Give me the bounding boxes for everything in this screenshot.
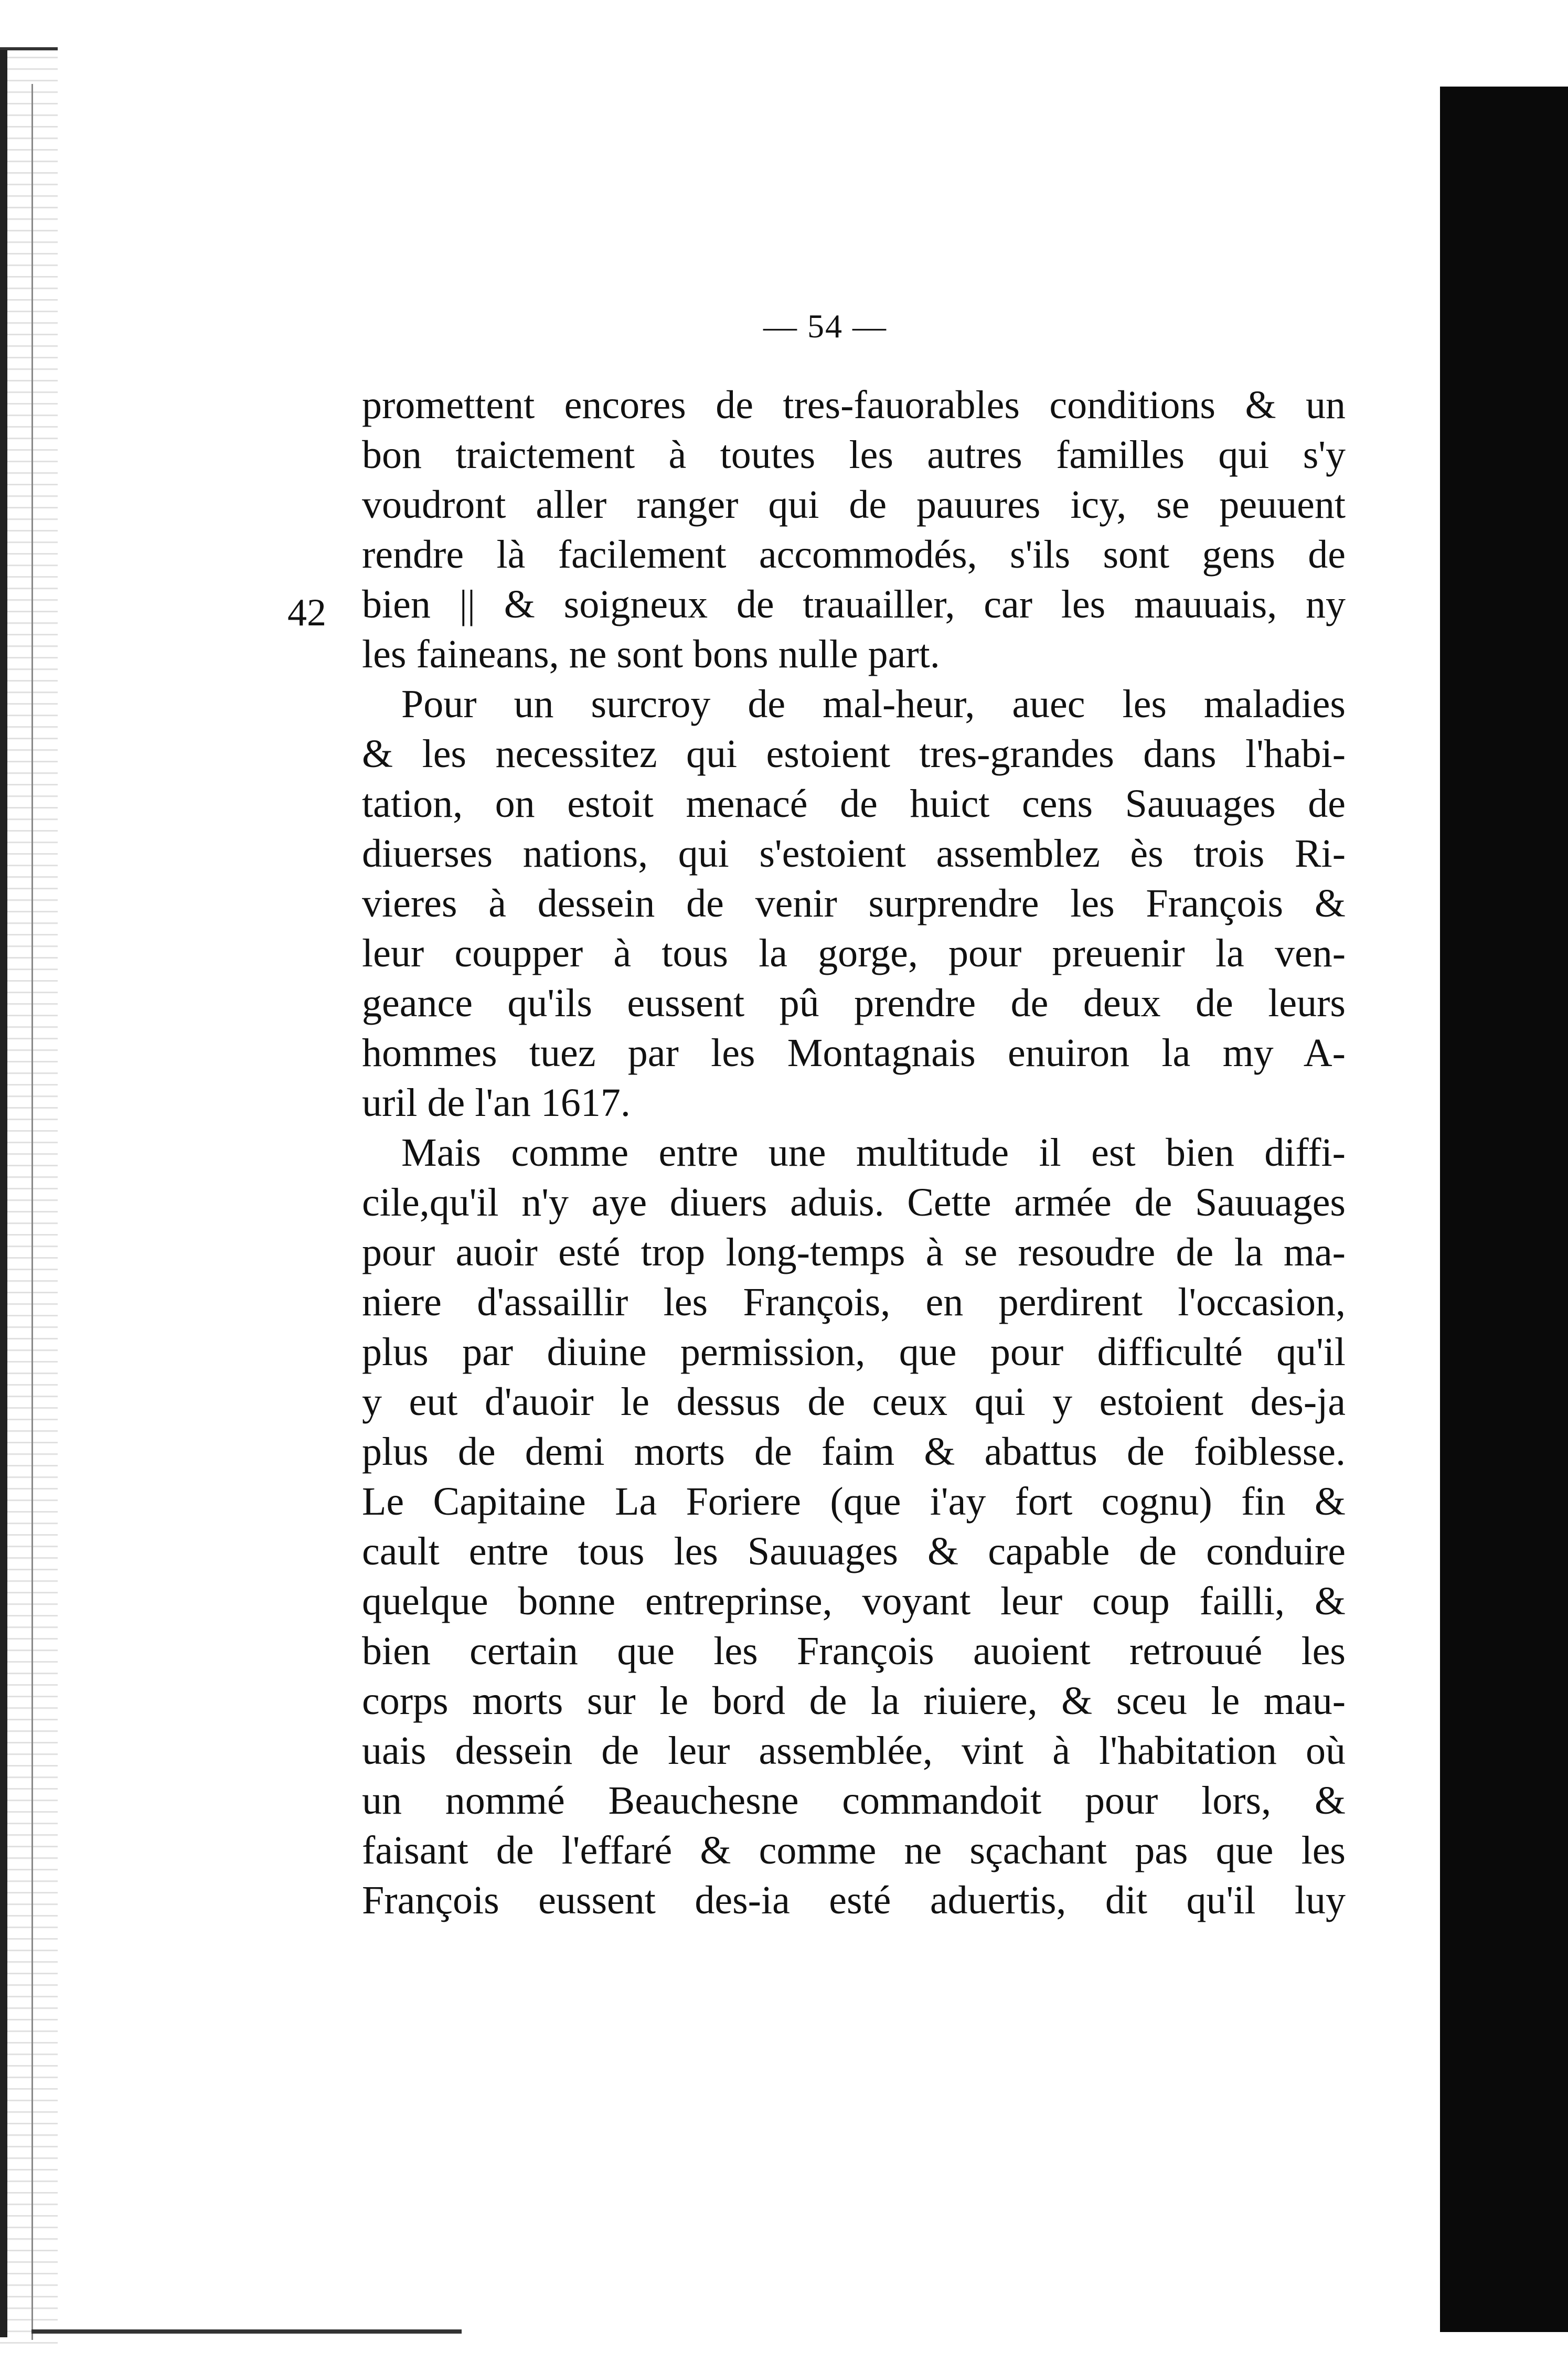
paragraph-1 <box>362 380 1346 679</box>
text-line: rendre là facilement accommodés, s'ils sont gens de <box>362 533 1346 577</box>
text-line: diuerses nations, qui s'estoient assemblez ès trois Ri- <box>362 832 1346 876</box>
text-line: Pour un surcroy de mal-heur, auec les maladies <box>401 682 1346 726</box>
scan-edge-top <box>0 47 58 50</box>
text-line: plus de demi morts de faim & abattus de foiblesse. <box>362 1430 1346 1474</box>
text-line: & les necessitez qui estoient tres-grandes dans l'habi- <box>362 732 1346 776</box>
text-line: promettent encores de tres-fauorables conditions & un <box>362 383 1346 427</box>
text-line: plus par diuine permission, que pour difficulté qu'il <box>362 1330 1346 1374</box>
text-line: vieres à dessein de venir surprendre les François & <box>362 881 1346 925</box>
text-line: tation, on estoit menacé de huict cens Sauuages de <box>362 782 1346 826</box>
text-line: y eut d'auoir le dessus de ceux qui y estoient des-ja <box>362 1380 1346 1424</box>
scan-edge-bottom <box>31 2329 462 2334</box>
text-line: Le Capitaine La Foriere (que i'ay fort cognu) fin & <box>362 1479 1346 1524</box>
scan-edge-right <box>1440 87 1568 2332</box>
text-line: uais dessein de leur assemblée, vint à l'habitation où <box>362 1729 1346 1773</box>
text-line: un nommé Beauchesne commandoit pour lors, & <box>362 1779 1346 1823</box>
text-line: quelque bonne entreprinse, voyant leur coup failli, & <box>362 1579 1346 1623</box>
text-line: bon traictement à toutes les autres familles qui s'y <box>362 433 1346 477</box>
page-number: — 54 — <box>763 307 887 345</box>
body-text <box>362 380 1346 1925</box>
text-line: voudront aller ranger qui de pauures icy, se peuuent <box>362 483 1346 527</box>
paragraph-3 <box>362 1128 1346 1925</box>
text-line: bien certain que les François auoient retrouué les <box>362 1629 1346 1673</box>
scan-edge-left <box>0 50 7 2337</box>
text-line: faisant de l'effaré & comme ne sçachant pas que les <box>362 1828 1346 1872</box>
margin-note: 42 <box>287 591 326 634</box>
text-line: bien || & soigneux de trauailler, car les mauuais, ny <box>362 582 1346 626</box>
text-line: leur coupper à tous la gorge, pour preuenir la ven- <box>362 931 1346 975</box>
text-line: pour auoir esté trop long-temps à se resoudre de la ma- <box>362 1230 1346 1274</box>
text-line: cault entre tous les Sauuages & capable de conduire <box>362 1529 1346 1573</box>
text-line: uril de l'an 1617. <box>362 1081 631 1125</box>
text-line: niere d'assaillir les François, en perdirent l'occasion, <box>362 1280 1346 1324</box>
text-line: François eussent des-ia esté aduertis, dit qu'il luy <box>362 1878 1346 1922</box>
text-line: les faineans, ne sont bons nulle part. <box>362 632 940 676</box>
paragraph-2 <box>362 679 1346 1128</box>
text-line: hommes tuez par les Montagnais enuiron la my A- <box>362 1031 1346 1075</box>
text-line: corps morts sur le bord de la riuiere, & sceu le mau- <box>362 1679 1346 1723</box>
text-line: Mais comme entre une multitude il est bien diffi- <box>401 1131 1346 1175</box>
text-line: cile,qu'il n'y aye diuers aduis. Cette armée de Sauuages <box>362 1180 1346 1225</box>
text-line: geance qu'ils eussent pû prendre de deux de leurs <box>362 981 1346 1025</box>
scan-edge-line <box>31 84 33 2340</box>
scan-gutter <box>0 47 58 2345</box>
